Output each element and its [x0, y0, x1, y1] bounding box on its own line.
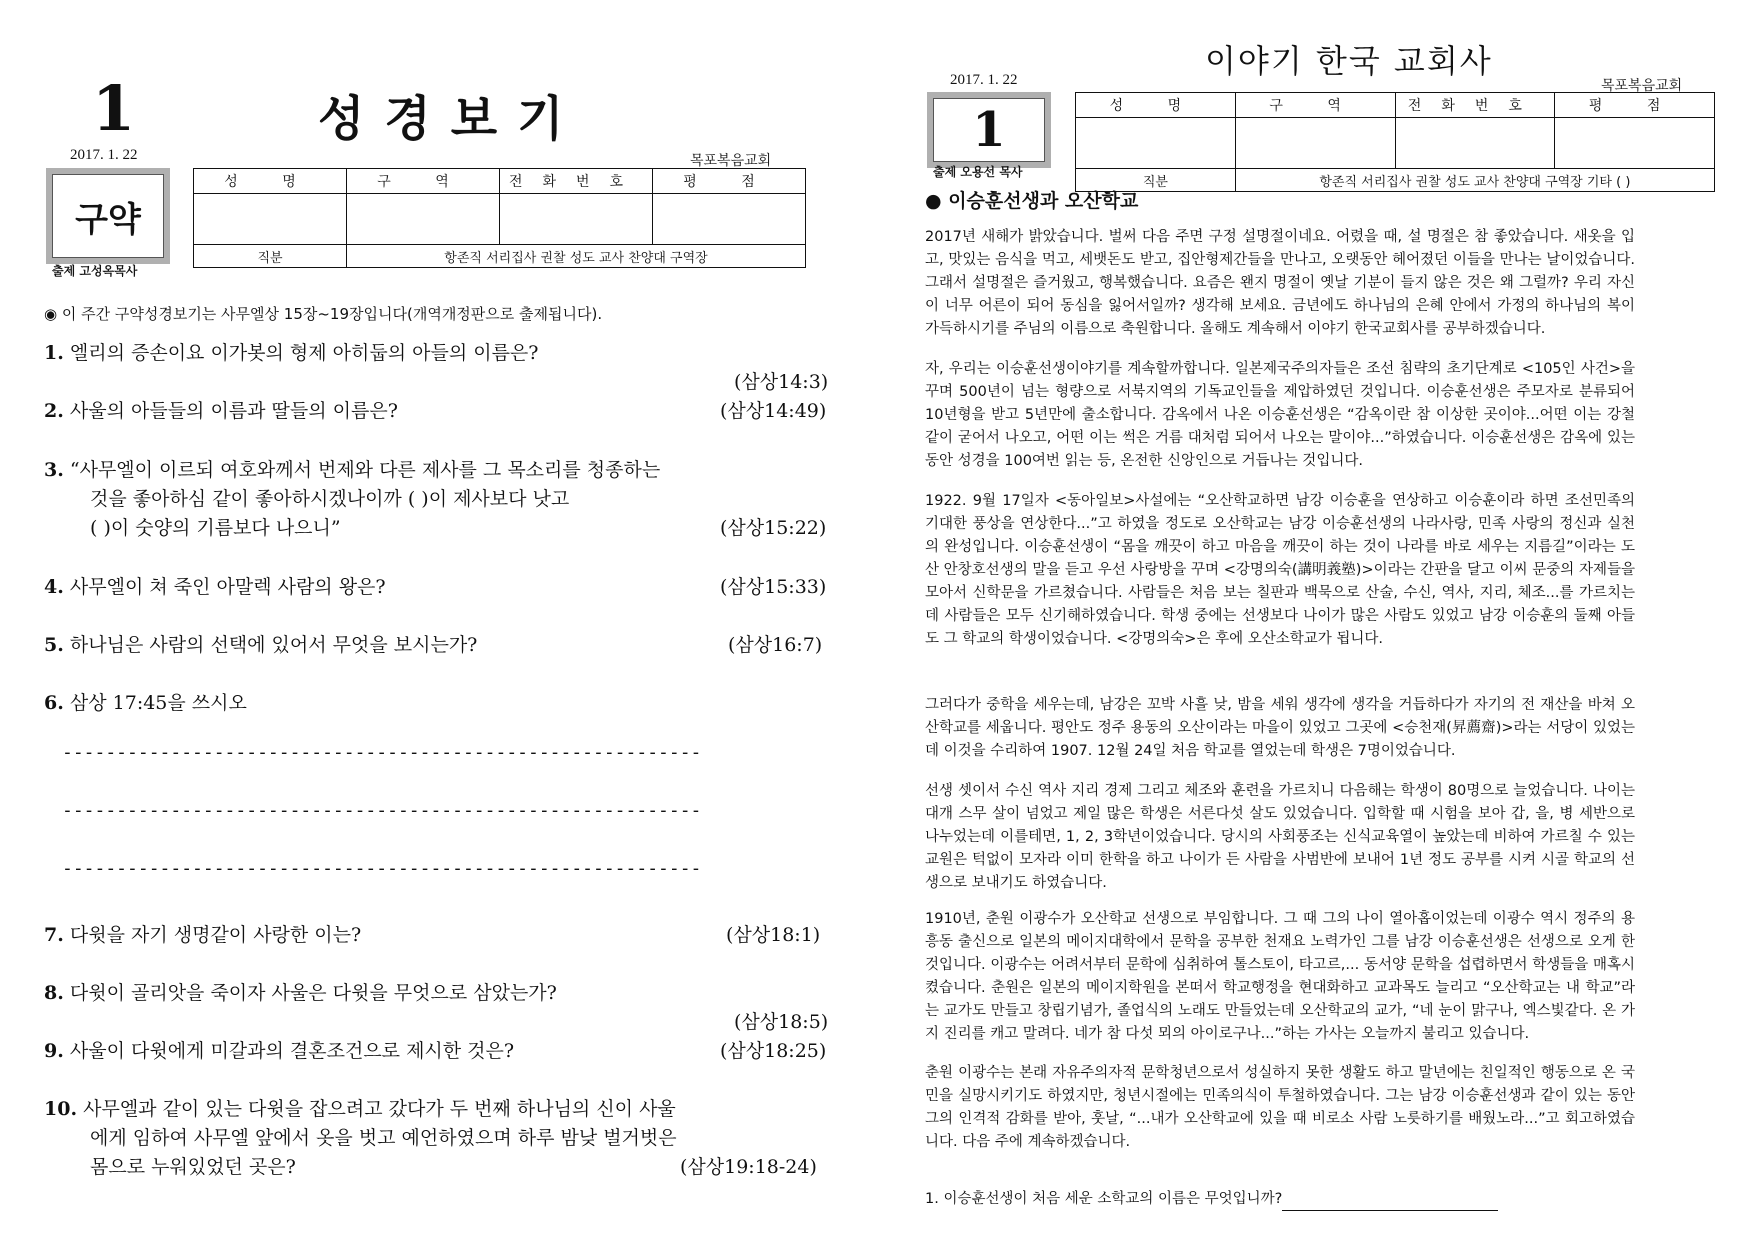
paragraph-3: 1922. 9월 17일자 <동아일보>사설에는 “오산학교하면 남강 이승훈을 연상하고 이승훈이라 하면 조선민족의 기대한 풍상을 연상한다...”고 하였을 정도로 오산학교는 남강 이승훈선생의 나라사랑, 민족 사랑의 정신과 실천의 완성입니다. 이승훈선생이 “몸을 깨끗이 하고 마음을 깨끗이 하는 것이 나라를 바로 세우는 지름길”이라는 도산 안창호선생의 말을 듣고 우선 사랑방을 꾸며 <강명의숙(講明義塾)>이라는 간판을 달고 이씨 문중의 자제들을 모아서 신학문을 가르쳤습니다. 사람들은 처음 보는 칠판과 백묵으로 산술, 수신, 역사, 지리, 체조...를 가르치는데 사람들은 모두 신기해하였습니다. 학생 중에는 선생보다 나이가 많은 사람도 있었고 남강 이승훈의 둘째 아들도 그 학교의 학생이었습니다. <강명의숙>은 후에 오산소학교가 됩니다.	[925, 493, 1635, 647]
question-8: 8. 다윗이 골리앗을 죽이자 사울은 다윗을 무엇으로 삼았는가?	[44, 982, 557, 1004]
question-10-line-3: 몸으로 누워있었던 곳은?	[90, 1156, 296, 1178]
header-score: 평 점	[653, 169, 806, 194]
header-score: 평 점	[1555, 93, 1715, 118]
paragraph-4: 그러다가 중학을 세우는데, 남강은 꼬박 사흘 낮, 밤을 세워 생각에 생각을 거듭하다가 자기의 전 재산을 바쳐 오산학교를 세웁니다. 평안도 정주 용동의 오산이라는 마을이 있었고 그곳에 <승천재(昇薦齋)>라는 서당이 있었는데 이것을 수리하여 1907. 12월 24일 처음 학교를 열었는데 학생은 7명이었습니다.	[925, 697, 1635, 759]
testament-box	[46, 168, 170, 264]
question-2: 2. 사울의 아들들의 이름과 딸들의 이름은?	[44, 400, 398, 422]
intro-note: ◉ 이 주간 구약성경보기는 사무엘상 15장~19장입니다(개역개정판으로 출제됩니다).	[44, 305, 603, 323]
page-title: 이야기 한국 교회사	[1205, 42, 1493, 80]
answer-line-1[interactable]: -----------------------------------------------------------	[62, 742, 702, 763]
answer-blank[interactable]	[1282, 1194, 1498, 1211]
answer-line-2[interactable]: -----------------------------------------------------------	[62, 800, 702, 821]
church-name: 목포복음교회	[1601, 78, 1683, 94]
header-name: 성 명	[1076, 93, 1236, 118]
question-3-ref: (삼상15:22)	[720, 517, 827, 539]
question-3-line-3: ( )이 숫양의 기름보다 나으니”	[90, 517, 341, 539]
district-field[interactable]	[347, 194, 500, 245]
district-field[interactable]	[1235, 118, 1395, 169]
role-label: 직분	[1076, 169, 1236, 192]
paragraph-2: 자, 우리는 이승훈선생이야기를 계속할까합니다. 일본제국주의자들은 조선 침략의 초기단계로 <105인 사건>을 꾸며 500년이 넘는 형량으로 서북지역의 기독교인들을 제압하였던 것입니다. 이승훈선생은 주모자로 분류되어 10년형을 받고 5년만에 출소합니다. 감옥에서 나온 이승훈선생은 “감옥이란 참 이상한 곳이야...어떤 이는 강철같이 굳어서 나오고, 어떤 이는 썩은 거름 대처럼 되어서 나오는 말이야...”하였습니다. 이승훈선생은 감옥에 있는 동안 성경을 100여번 읽는 등, 온전한 신앙인으로 거듭나는 것입니다.	[925, 361, 1635, 469]
question-9-ref: (삼상18:25)	[720, 1040, 827, 1062]
review-question: 1. 이승훈선생이 처음 세운 소학교의 이름은 무엇입니까?	[925, 1188, 1635, 1211]
date: 2017. 1. 22	[70, 147, 138, 163]
role-options: 항존직 서리집사 권찰 성도 교사 찬양대 구역장 기타 ( )	[1235, 169, 1714, 192]
question-5: 5. 하나님은 사람의 선택에 있어서 무엇을 보시는가?	[44, 634, 478, 656]
info-table	[193, 168, 806, 268]
question-1-ref: (삼상14:3)	[734, 371, 829, 393]
church-name: 목포복음교회	[690, 153, 772, 169]
question-10-ref: (삼상19:18-24)	[680, 1156, 817, 1178]
header-district: 구 역	[347, 169, 500, 194]
role-options: 항존직 서리집사 권찰 성도 교사 찬양대 구역장	[347, 245, 806, 268]
issue-number: 1	[972, 102, 1006, 158]
header-phone: 전화번호	[1395, 93, 1555, 118]
paragraph-6: 1910년, 춘원 이광수가 오산학교 선생으로 부임합니다. 그 때 그의 나이 열아홉이었는데 이광수 역시 정주의 용흥동 출신으로 일본의 메이지대학에서 문학을 공부한 천재요 노력가인 그를 남강 이승훈선생은 선생으로 오게 한 것입니다. 이광수는 어려서부터 문학에 심취하여 톨스토이, 타고르,... 동서양 문학을 섭렵하면서 학생들을 매혹시켰습니다. 춘원은 일본의 메이지학원을 본떠서 학교행정을 현대화하고 교과목도 늘리고 “오산학교는 내 학교”라는 교가도 만들고 창립기념가, 졸업식의 노래도 만들었는데 오산학교의 교가, “네 눈이 맑구나, 엑스빛같다. 온 가지 진리를 캐고 말려다. 네가 참 다섯 뫼의 아이로구나...”하는 가사는 오늘까지 불리고 있습니다.	[925, 911, 1635, 1042]
section-title: ● 이승훈선생과 오산학교	[925, 190, 1139, 212]
name-field[interactable]	[1076, 118, 1236, 169]
score-field[interactable]	[1555, 118, 1715, 169]
answer-line-3[interactable]: -----------------------------------------------------------	[62, 858, 702, 879]
header-phone: 전화번호	[500, 169, 653, 194]
name-field[interactable]	[194, 194, 347, 245]
question-3: 3. “사무엘이 이르되 여호와께서 번제와 다른 제사를 그 목소리를 청종하는	[44, 459, 661, 481]
question-3-line-2: 것을 좋아하심 같이 좋아하시겠나이까 ( )이 제사보다 낫고	[90, 488, 570, 510]
issue-box	[927, 92, 1051, 168]
question-10-line-2: 에게 임하여 사무엘 앞에서 옷을 벗고 예언하였으며 하루 밤낮 벌거벗은	[90, 1127, 677, 1149]
author: 출제 오용선 목사	[933, 165, 1023, 179]
question-6: 6. 삼상 17:45을 쓰시오	[44, 692, 247, 714]
question-2-ref: (삼상14:49)	[720, 400, 827, 422]
header-name: 성 명	[194, 169, 347, 194]
question-4: 4. 사무엘이 쳐 죽인 아말렉 사람의 왕은?	[44, 576, 386, 598]
question-9: 9. 사울이 다윗에게 미갈과의 결혼조건으로 제시한 것은?	[44, 1040, 515, 1062]
issue-number: 1	[92, 72, 136, 145]
question-7: 7. 다윗을 자기 생명같이 사랑한 이는?	[44, 924, 362, 946]
question-8-ref: (삼상18:5)	[734, 1011, 829, 1033]
church-history-page	[905, 0, 1754, 1240]
author: 출제 고성옥목사	[52, 264, 138, 278]
question-7-ref: (삼상18:1)	[726, 924, 821, 946]
question-5-ref: (삼상16:7)	[728, 634, 823, 656]
question-10: 10. 사무엘과 같이 있는 다윗을 잡으려고 갔다가 두 번째 하나님의 신이 사울	[44, 1098, 676, 1120]
paragraph-1: 2017년 새해가 밝았습니다. 벌써 다음 주면 구정 설명절이네요. 어렸을 때, 설 명절은 참 좋았습니다. 새옷을 입고, 맛있는 음식을 먹고, 세뱃돈도 받고, 집안형제간들을 만나고, 오랫동안 헤어졌던 이들을 만나는 날이었습니다. 그래서 설명절은 즐거웠고, 행복했습니다. 요즘은 왠지 명절이 옛날 기분이 들지 않은 것은 왜 그럴까? 우리 자신이 너무 어른이 되어 동심을 잃어서일까? 생각해 보세요. 금년에도 하나님의 은혜 안에서 가정의 하나님의 복이 가득하시기를 주님의 이름으로 축원합니다. 올해도 계속해서 이야기 한국교회사를 공부하겠습니다.	[925, 229, 1635, 337]
phone-field[interactable]	[500, 194, 653, 245]
phone-field[interactable]	[1395, 118, 1555, 169]
header-district: 구 역	[1235, 93, 1395, 118]
question-1: 1. 엘리의 증손이요 이가봇의 형제 아히둡의 아들의 이름은?	[44, 342, 539, 364]
question-4-ref: (삼상15:33)	[720, 576, 827, 598]
date: 2017. 1. 22	[950, 72, 1018, 88]
paragraph-5: 선생 셋이서 수신 역사 지리 경제 그리고 체조와 훈련을 가르치니 다음해는 학생이 80명으로 늘었습니다. 나이는 대개 스무 살이 넘었고 제일 많은 학생은 서른다섯 살도 있었습니다. 입학할 때 시험을 보아 갑, 을, 병 세반으로 나누었는데 이를테면, 1, 2, 3학년이었습니다. 당시의 사회풍조는 신식교육열이 높았는데 비하여 가르칠 수 있는 교원은 턱없이 모자라 이미 한학을 하고 나이가 든 사람을 사범반에 보내어 1년 정도 공부를 시켜 시골 학교의 선생으로 보내기도 하였습니다.	[925, 783, 1635, 891]
role-label: 직분	[194, 245, 347, 268]
score-field[interactable]	[653, 194, 806, 245]
info-table	[1075, 92, 1715, 192]
page-title: 성경보기	[318, 91, 584, 147]
testament-label: 구약	[75, 199, 141, 240]
paragraph-7: 춘원 이광수는 본래 자유주의자적 문학청년으로서 성실하지 못한 생활도 하고 말년에는 친일적인 행동으로 온 국민을 실망시키기도 하였지만, 청년시절에는 민족의식이 투철하였습니다. 그는 남강 이승훈선생과 같이 있는 동안 그의 인격적 감화를 받아, 훗날, “...내가 오산학교에 있을 때 비로소 사람 노릇하기를 배웠노라...”고 회고하였습니다. 다음 주에 계속하겠습니다.	[925, 1065, 1635, 1150]
